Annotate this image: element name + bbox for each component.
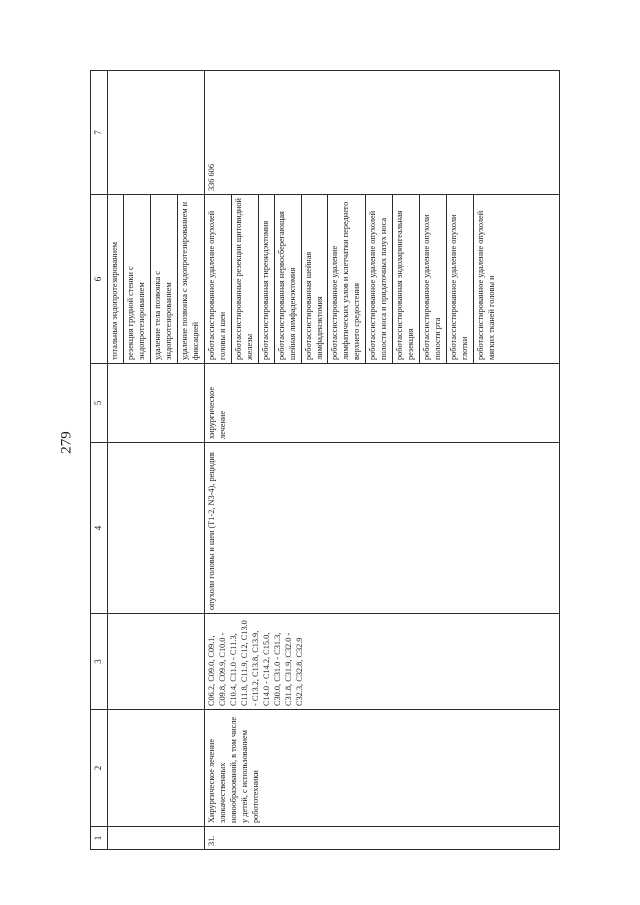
row-num: 31. xyxy=(205,827,560,850)
page-number: 279 xyxy=(58,431,75,454)
method-item: роботассистированные резекции щитовидной железы xyxy=(232,195,259,363)
header-col-1: 1 xyxy=(91,827,108,850)
treatment-table xyxy=(90,70,560,850)
method-item: роботассистированная эндоларингеальная резекция xyxy=(393,195,420,363)
header-col-2: 2 xyxy=(91,710,108,827)
method-item: роботассистированное удаление опухолей мягких тканей головы и xyxy=(475,210,496,360)
method-item: роботассистированная шейная лимфаденэктомия xyxy=(302,195,329,363)
method-item: роботассистированная нервосберегающая шейная лимфаденэктомия xyxy=(275,195,302,363)
row-name: Хирургическое лечение злокачественных новообразований, в том числе у детей, с использованием робототехники xyxy=(205,710,560,827)
method-item: роботассистированное удаление опухолей полости носа и придаточных пазух носа xyxy=(366,195,393,363)
method-item: роботассистированная тиреоидэктомия xyxy=(259,195,275,363)
header-row xyxy=(91,71,108,850)
prev-model-cell xyxy=(108,443,205,614)
table-row-continued xyxy=(108,71,205,850)
method-item: удаление позвонка с эндопротезированием и фиксацией xyxy=(179,201,200,360)
prev-num-cell xyxy=(108,827,205,850)
method-item: резекция грудной стенки с эндопротезированием xyxy=(124,195,151,363)
row-codes: C06.2, C09.0, C09.1, C09.8, C09.9, C10.0 - C10.4, C11.0 - C11.3, C11.8, C11.9, C12, C13.0 - C13.2, C13.8, C13.9, C14.0 - C14.2, C15.0, C30.0, C31.0 - C31.3, C31.8, C31.9, C32.0 - C32.3, C32.8, C32.9 xyxy=(205,614,560,710)
method-item: роботассистированное удаление опухоли полости рта xyxy=(420,195,447,363)
prev-cost-cell xyxy=(108,71,205,195)
method-item: роботассистированное удаление лимфатических узлов и клетчатки переднего верхнего средостения xyxy=(328,195,366,363)
prev-name-cell xyxy=(108,710,205,827)
row-model: опухоли головы и шеи (T1-2, N3-4), рецидив xyxy=(205,443,560,614)
method-item: удаление тела позвонка с эндопротезированием xyxy=(151,195,178,363)
header-col-7: 7 xyxy=(91,71,108,195)
header-col-5: 5 xyxy=(91,364,108,443)
method-item: тотальным эндопротезированием xyxy=(108,195,124,363)
header-col-4: 4 xyxy=(91,443,108,614)
prev-methods-cell xyxy=(108,195,205,364)
header-col-3: 3 xyxy=(91,614,108,710)
table-row xyxy=(205,71,560,850)
row-treatment: хирургическое лечение xyxy=(205,364,560,443)
header-col-6: 6 xyxy=(91,195,108,364)
row-methods xyxy=(205,195,560,364)
prev-treatment-cell xyxy=(108,364,205,443)
prev-codes-cell xyxy=(108,614,205,710)
row-cost: 336 606 xyxy=(205,71,560,195)
rotated-table-wrapper xyxy=(90,78,560,850)
table-area xyxy=(90,78,560,850)
method-item: роботассистированное удаление опухолей головы и шеи xyxy=(205,195,232,363)
method-item: роботассистированное удаление опухоли глотки xyxy=(447,195,474,363)
